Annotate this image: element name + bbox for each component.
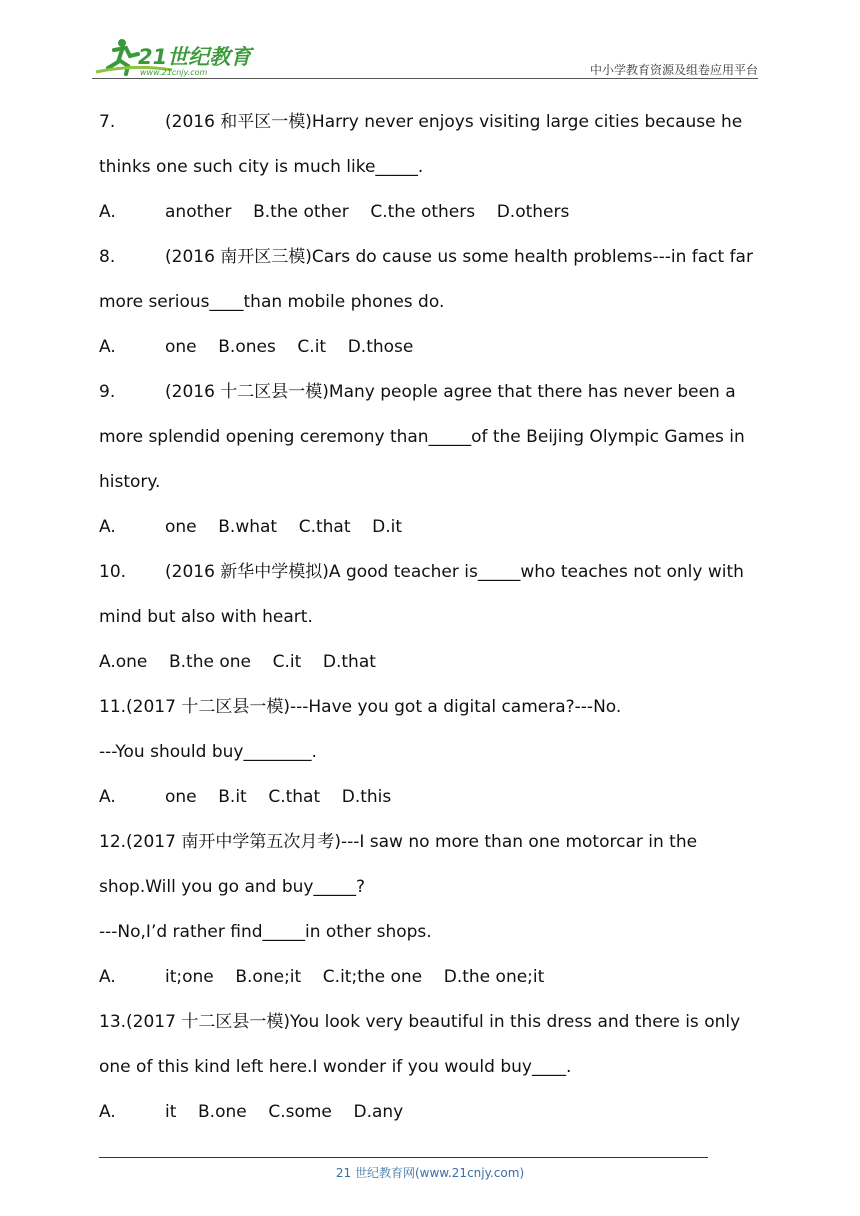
svg-text:21世纪教育: 21世纪教育 — [138, 45, 252, 69]
line-text: A.one B.the one C.it D.that — [99, 652, 376, 672]
text-line — [99, 730, 764, 775]
question-number: A. — [99, 1102, 116, 1122]
question-number: A. — [99, 202, 116, 222]
question-number: 9. — [99, 382, 116, 402]
line-text: (2016 十二区县一模)Many people agree that there has never been a — [165, 382, 736, 402]
svg-text:www.21cnjy.com: www.21cnjy.com — [140, 68, 208, 77]
text-line — [99, 415, 764, 460]
text-line — [99, 145, 764, 190]
site-logo — [92, 36, 262, 78]
line-text: one B.it C.that D.this — [165, 787, 392, 807]
line-text: 12.(2017 南开中学第五次月考)---I saw no more than one motorcar in the — [99, 832, 698, 852]
text-line — [99, 955, 764, 1000]
line-text: history. — [99, 472, 161, 492]
question-number: A. — [99, 517, 116, 537]
text-line — [99, 325, 764, 370]
line-text: thinks one such city is much like_____. — [99, 157, 424, 177]
text-line — [99, 910, 764, 955]
line-text: 11.(2017 十二区县一模)---Have you got a digital camera?---No. — [99, 697, 622, 717]
line-text: more serious____than mobile phones do. — [99, 292, 445, 312]
question-number: 8. — [99, 247, 116, 267]
text-line — [99, 1045, 764, 1090]
line-text: mind but also with heart. — [99, 607, 313, 627]
text-line — [99, 100, 764, 145]
line-text: more splendid opening ceremony than_____of the Beijing Olympic Games in — [99, 427, 745, 447]
text-line — [99, 1090, 764, 1135]
question-number: A. — [99, 967, 116, 987]
text-line — [99, 820, 764, 865]
question-number: A. — [99, 337, 116, 357]
line-text: shop.Will you go and buy_____? — [99, 877, 366, 897]
line-text: it;one B.one;it C.it;the one D.the one;it — [165, 967, 545, 987]
line-text: it B.one C.some D.any — [165, 1102, 404, 1122]
text-line — [99, 505, 764, 550]
line-text: 13.(2017 十二区县一模)You look very beautiful in this dress and there is only — [99, 1012, 741, 1032]
line-text: ---You should buy________. — [99, 742, 317, 762]
line-text: another B.the other C.the others D.others — [165, 202, 570, 222]
page-header — [92, 36, 758, 80]
text-line — [99, 280, 764, 325]
text-line — [99, 1000, 764, 1045]
platform-name: 中小学教育资源及组卷应用平台 — [589, 63, 758, 77]
text-line — [99, 235, 764, 280]
header-divider — [92, 78, 758, 79]
question-number: 10. — [99, 562, 127, 582]
line-text: (2016 南开区三模)Cars do cause us some health problems---in fact far — [165, 247, 753, 267]
text-line — [99, 370, 764, 415]
text-line — [99, 775, 764, 820]
question-number: A. — [99, 787, 116, 807]
line-text: one B.ones C.it D.those — [165, 337, 414, 357]
text-line — [99, 865, 764, 910]
footer-divider — [99, 1157, 708, 1158]
text-line — [99, 640, 764, 685]
question-number: 7. — [99, 112, 116, 132]
question-list — [99, 100, 764, 1135]
runner-logo-icon — [92, 36, 262, 78]
line-text: (2016 新华中学模拟)A good teacher is_____who teaches not only with — [165, 562, 744, 582]
line-text: one of this kind left here.I wonder if you would buy____. — [99, 1057, 572, 1077]
line-text: ---No,I’d rather find_____in other shops. — [99, 922, 432, 942]
line-text: one B.what C.that D.it — [165, 517, 402, 537]
text-line — [99, 550, 764, 595]
line-text: (2016 和平区一模)Harry never enjoys visiting large cities because he — [165, 112, 743, 132]
text-line — [99, 595, 764, 640]
text-line — [99, 685, 764, 730]
text-line — [99, 460, 764, 505]
text-line — [99, 190, 764, 235]
page-footer[interactable]: 21 世纪教育网(www.21cnjy.com) — [335, 1166, 525, 1180]
